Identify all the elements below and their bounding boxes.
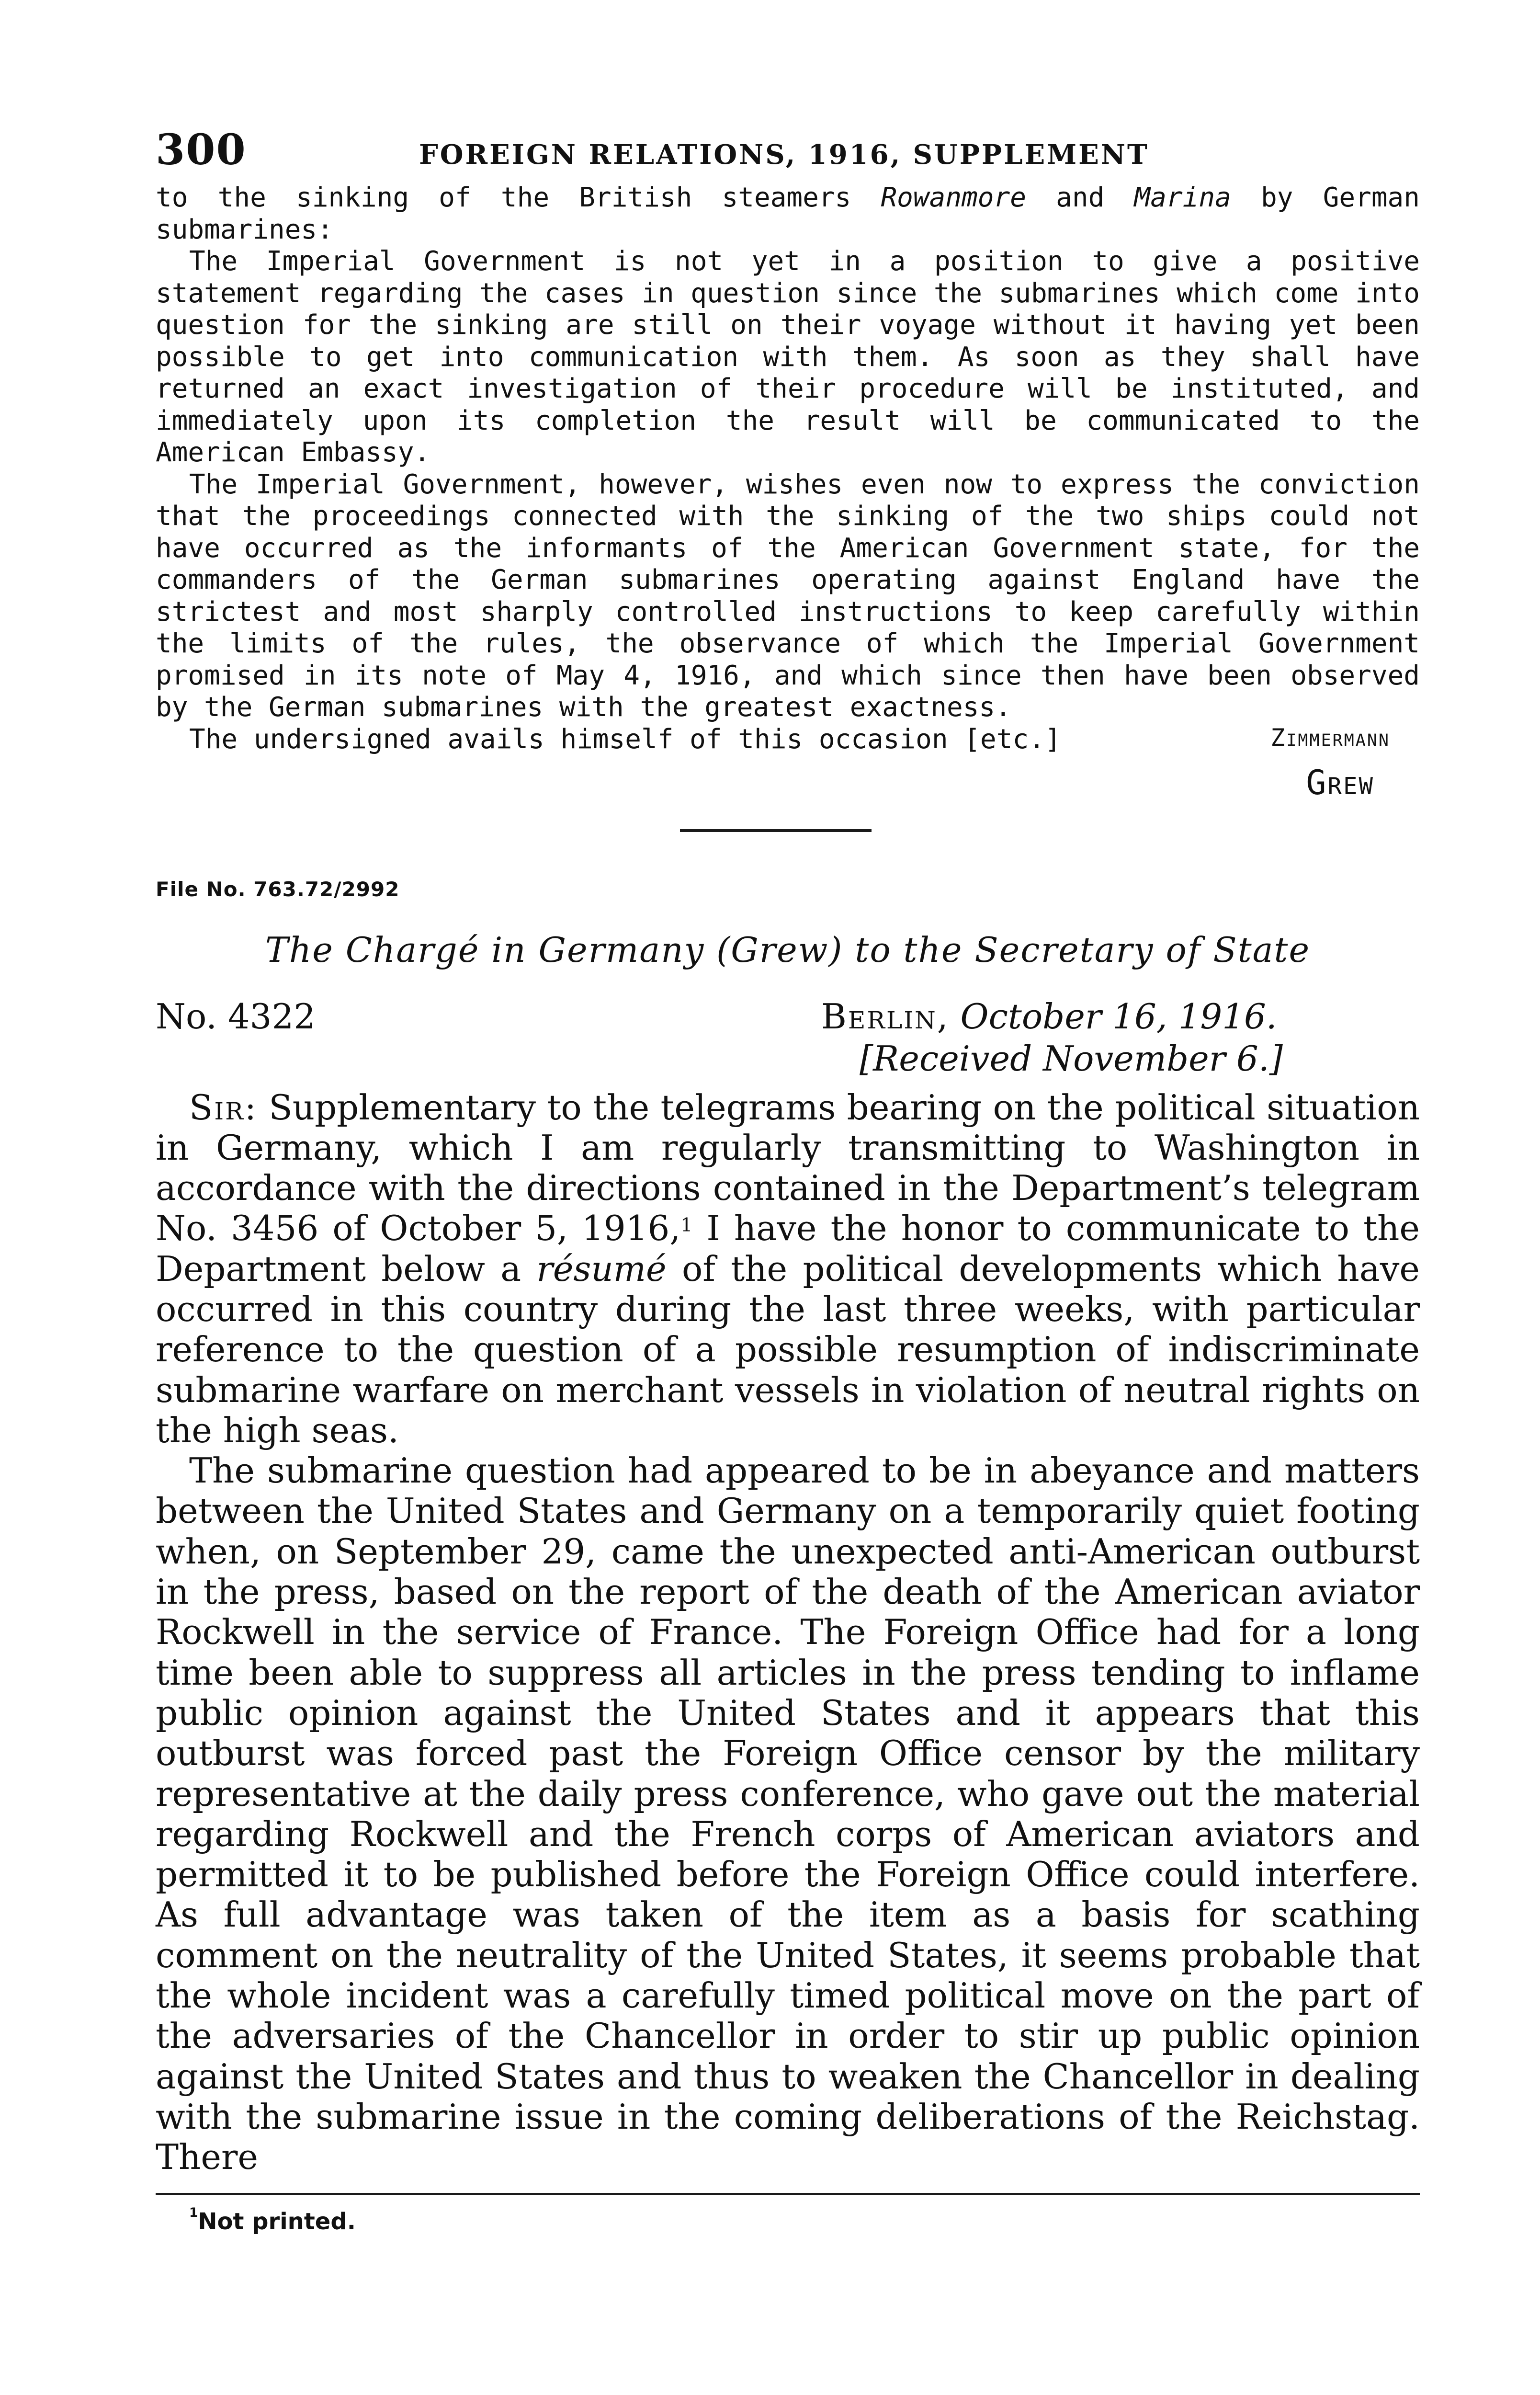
body-paragraph-2: The submarine question had appeared to be in abeyance and matters between the United States and Germany on a temporarily quiet footing when, on September 29, came the unexpected anti-American outburst in the press, based on the report of the death of the American aviator Rockwell in the service of France. The Foreign Office had for a long time been able to suppress all articles in the press tending to inflame public opinion against the United States and it appears that this outburst was forced past the Foreign Office censor by the military representative at the daily press conference, who gave out the material regarding Rockwell and the French corps of American aviators and permitted it to be published before the Foreign Office could interfere. As full advantage was taken of the item as a basis for scathing comment on the neutrality of the United States, it seems probable that the whole incident was a carefully timed political move on the part of the adversaries of the Chancellor in order to stir up public opinion against the United States and thus to weaken the Chancellor in dealing with the submarine issue in the coming deliberations of the Reichstag. There <box>156 1450 1420 2178</box>
document-title: The Chargé in Germany (Grew) to the Secretary of State <box>265 929 1311 970</box>
body-paragraph-1: Sir: Supplementary to the telegrams bearing on the political situation in Germany, which I am regularly transmitting to Washington in accordance with the directions contained in the Department’s telegram No. 3456 of October 5, 1916,$^1$ I have the honor to communicate to the Department below a résumé of the political developments which have occurred in this country during the last three weeks, with particular reference to the question of a possible resumption of indiscriminate submarine warfare on merchant vessels in violation of neutral rights on the high seas. <box>156 1087 1420 1450</box>
ship-name-marina: Marina <box>1134 182 1231 213</box>
footnote-text: Not printed. <box>198 2208 356 2235</box>
footnote-rule <box>156 2193 1420 2195</box>
page-number: 300 <box>156 125 247 174</box>
date: October 16, 1916. <box>960 996 1277 1037</box>
running-head <box>156 125 1420 182</box>
salutation: Sir: <box>189 1087 258 1128</box>
place: Berlin, <box>821 996 950 1037</box>
document-number: No. 4322 <box>156 996 316 1037</box>
running-title: FOREIGN RELATIONS, 1916, SUPPLEMENT <box>419 139 1149 171</box>
previous-document-text <box>156 182 1420 724</box>
closing-text: The undersigned avails himself of this occasion [etc.] <box>189 723 1061 755</box>
footnote-marker: 1 <box>189 2205 198 2220</box>
signature-zimmermann: Zimmermann <box>1270 723 1390 752</box>
signature-grew-line <box>156 757 1420 810</box>
ship-name-rowanmore: Rowanmore <box>881 182 1026 213</box>
section-divider <box>680 829 872 832</box>
closing-line <box>156 724 1420 757</box>
prev-paragraph-2: The Imperial Government is not yet in a position to give a positive statement regarding the cases in question since the submarines which come into question for the sinking are still on their voyage without it having yet been possible to get into communication with them. As soon as they shall have returned an exact investigation of their procedure will be instituted, and immediately upon its completion the result will be communicated to the American Embassy. <box>156 246 1420 468</box>
document-page <box>156 125 1420 2235</box>
resume-word: résumé <box>536 1248 667 1289</box>
place-date <box>821 996 1277 1037</box>
footnote <box>156 2205 1420 2235</box>
document-body <box>156 1087 1420 2178</box>
prev-paragraph-1: to the sinking of the British steamers Rowanmore and Marina by German submarines: <box>156 182 1420 245</box>
dateline <box>156 996 1420 1083</box>
received-date: [Received November 6.] <box>860 1038 1283 1079</box>
footnote-reference[interactable]: 1 <box>680 1214 693 1237</box>
signature-grew: Grew <box>1306 763 1374 802</box>
prev-paragraph-3: The Imperial Government, however, wishes even now to express the conviction that the proceedings connected with the sinking of the two ships could not have occurred as the informants of the American Government state, for the commanders of the German submarines operating against England have the strictest and most sharply controlled instructions to keep carefully within the limits of the rules, the observance of which the Imperial Government promised in its note of May 4, 1916, and which since then have been observed by the German submarines with the greatest exactness. <box>156 468 1420 723</box>
file-number: File No. 763.72/2992 <box>156 877 400 901</box>
